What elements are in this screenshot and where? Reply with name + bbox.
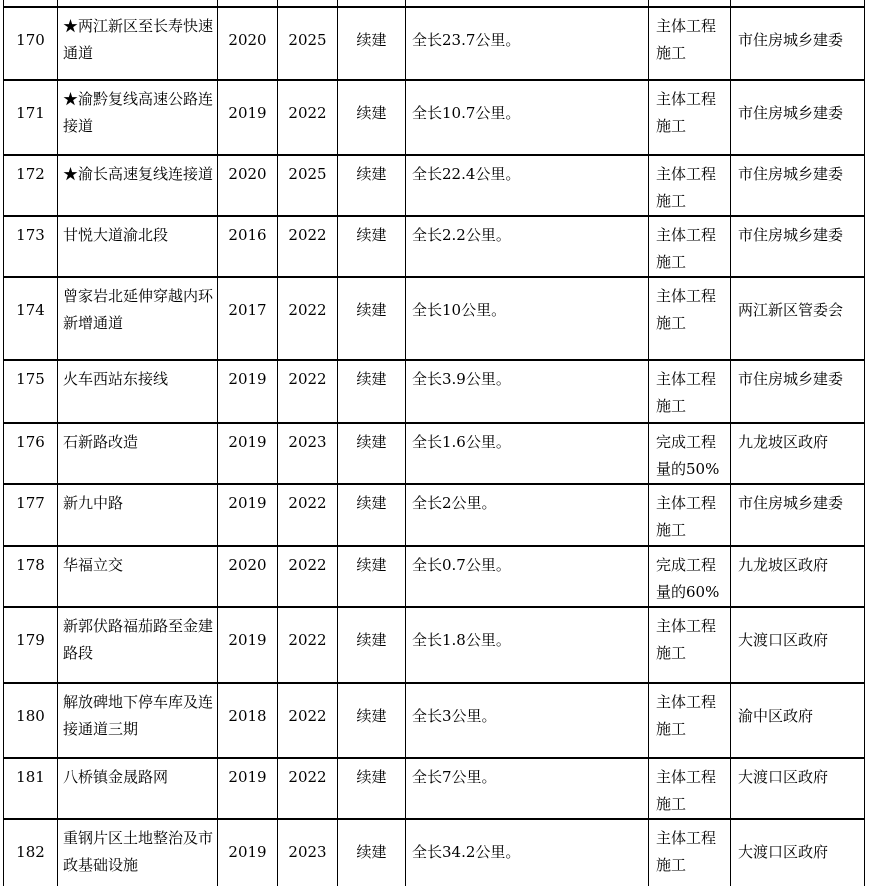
annual-target: 主体工程施工 xyxy=(656,90,717,135)
cell-project-scale xyxy=(406,484,649,546)
cell-project-name xyxy=(58,819,218,886)
build-status: 续建 xyxy=(356,433,387,451)
annual-target: 主体工程施工 xyxy=(656,494,717,539)
cell-annual-target xyxy=(649,423,731,484)
project-name: ★渝长高速复线连接道 xyxy=(63,165,214,183)
empty-cell xyxy=(406,0,649,7)
cell-build-status xyxy=(338,683,406,758)
cell-annual-target xyxy=(649,360,731,423)
cell-end-year xyxy=(278,7,338,80)
project-number: 178 xyxy=(16,556,45,574)
cell-start-year xyxy=(218,155,278,216)
build-status: 续建 xyxy=(356,300,387,319)
project-name: 重钢片区土地整治及市政基础设施 xyxy=(63,829,214,874)
cell-responsible-agency xyxy=(731,360,865,423)
empty-cell xyxy=(4,0,58,7)
project-scale: 全长3.9公里。 xyxy=(412,370,511,388)
cell-project-name xyxy=(58,607,218,683)
responsible-agency: 大渡口区政府 xyxy=(738,630,829,649)
annual-target: 主体工程施工 xyxy=(656,370,717,415)
project-number: 172 xyxy=(16,165,45,183)
cell-responsible-agency xyxy=(731,216,865,277)
annual-target: 主体工程施工 xyxy=(656,226,717,271)
cell-end-year xyxy=(278,758,338,819)
cell-project-name xyxy=(58,758,218,819)
responsible-agency: 市住房城乡建委 xyxy=(738,494,844,512)
cell-project-scale xyxy=(406,683,649,758)
build-status: 续建 xyxy=(356,630,387,649)
responsible-agency: 大渡口区政府 xyxy=(738,768,829,786)
project-table xyxy=(3,0,865,886)
cell-end-year xyxy=(278,155,338,216)
cell-end-year xyxy=(278,819,338,886)
cell-annual-target xyxy=(649,277,731,360)
cell-end-year xyxy=(278,683,338,758)
end-year: 2022 xyxy=(288,494,327,512)
end-year: 2025 xyxy=(288,165,327,183)
cell-end-year xyxy=(278,80,338,155)
project-scale: 全长2公里。 xyxy=(412,494,497,512)
table-row xyxy=(4,819,865,886)
cell-project-number xyxy=(4,216,58,277)
cell-annual-target xyxy=(649,80,731,155)
project-name: 华福立交 xyxy=(63,556,124,574)
project-name: 火车西站东接线 xyxy=(63,370,169,388)
cell-responsible-agency xyxy=(731,423,865,484)
annual-target: 完成工程量的50% xyxy=(656,433,720,478)
end-year: 2025 xyxy=(288,30,327,49)
project-number: 179 xyxy=(16,630,45,649)
project-number: 173 xyxy=(16,226,45,244)
build-status: 续建 xyxy=(356,103,387,122)
empty-cell xyxy=(338,0,406,7)
end-year: 2022 xyxy=(288,706,327,725)
project-scale: 全长34.2公里。 xyxy=(412,842,521,861)
end-year: 2022 xyxy=(288,226,327,244)
cell-annual-target xyxy=(649,683,731,758)
project-name: 石新路改造 xyxy=(63,433,139,451)
cell-project-scale xyxy=(406,7,649,80)
cell-end-year xyxy=(278,607,338,683)
cell-responsible-agency xyxy=(731,819,865,886)
cell-responsible-agency xyxy=(731,7,865,80)
cell-annual-target xyxy=(649,484,731,546)
cell-project-name xyxy=(58,360,218,423)
end-year: 2023 xyxy=(288,433,327,451)
cell-annual-target xyxy=(649,758,731,819)
cell-start-year xyxy=(218,819,278,886)
start-year: 2016 xyxy=(228,226,267,244)
build-status: 续建 xyxy=(356,30,387,49)
responsible-agency: 市住房城乡建委 xyxy=(738,370,844,388)
build-status: 续建 xyxy=(356,226,387,244)
cell-project-number xyxy=(4,7,58,80)
cell-build-status xyxy=(338,758,406,819)
cell-project-number xyxy=(4,546,58,607)
cell-project-name xyxy=(58,155,218,216)
project-number: 182 xyxy=(16,842,45,861)
cell-responsible-agency xyxy=(731,80,865,155)
annual-target: 主体工程施工 xyxy=(656,829,717,874)
cell-project-number xyxy=(4,758,58,819)
cell-start-year xyxy=(218,423,278,484)
start-year: 2019 xyxy=(228,433,267,451)
table-row xyxy=(4,277,865,360)
cell-build-status xyxy=(338,607,406,683)
project-name: 新郭伏路福茄路至金建路段 xyxy=(63,617,214,662)
responsible-agency: 市住房城乡建委 xyxy=(738,226,844,244)
annual-target: 完成工程量的60% xyxy=(656,556,720,601)
cell-project-number xyxy=(4,360,58,423)
build-status: 续建 xyxy=(356,842,387,861)
cell-project-number xyxy=(4,607,58,683)
table-row xyxy=(4,546,865,607)
cell-project-scale xyxy=(406,360,649,423)
table-row xyxy=(4,216,865,277)
cell-project-name xyxy=(58,546,218,607)
responsible-agency: 市住房城乡建委 xyxy=(738,165,844,183)
cell-build-status xyxy=(338,819,406,886)
cell-project-name xyxy=(58,80,218,155)
cell-build-status xyxy=(338,277,406,360)
project-number: 175 xyxy=(16,370,45,388)
start-year: 2019 xyxy=(228,494,267,512)
table-row xyxy=(4,360,865,423)
partial-row-top xyxy=(4,0,865,7)
cell-start-year xyxy=(218,360,278,423)
cell-build-status xyxy=(338,216,406,277)
cell-build-status xyxy=(338,155,406,216)
start-year: 2020 xyxy=(228,165,267,183)
project-number: 181 xyxy=(16,768,45,786)
annual-target: 主体工程施工 xyxy=(656,287,717,332)
cell-start-year xyxy=(218,7,278,80)
table-row xyxy=(4,80,865,155)
cell-end-year xyxy=(278,546,338,607)
cell-annual-target xyxy=(649,7,731,80)
cell-project-name xyxy=(58,7,218,80)
end-year: 2022 xyxy=(288,370,327,388)
cell-project-scale xyxy=(406,80,649,155)
cell-start-year xyxy=(218,277,278,360)
cell-end-year xyxy=(278,423,338,484)
project-name: ★渝黔复线高速公路连接道 xyxy=(63,90,214,135)
cell-responsible-agency xyxy=(731,683,865,758)
responsible-agency: 渝中区政府 xyxy=(738,706,814,725)
start-year: 2018 xyxy=(228,706,267,725)
responsible-agency: 两江新区管委会 xyxy=(738,300,844,319)
cell-start-year xyxy=(218,546,278,607)
cell-build-status xyxy=(338,423,406,484)
cell-annual-target xyxy=(649,155,731,216)
cell-project-name xyxy=(58,484,218,546)
table-row xyxy=(4,484,865,546)
cell-responsible-agency xyxy=(731,155,865,216)
cell-project-scale xyxy=(406,607,649,683)
project-name: 新九中路 xyxy=(63,494,124,512)
start-year: 2017 xyxy=(228,300,267,319)
start-year: 2019 xyxy=(228,768,267,786)
cell-project-scale xyxy=(406,216,649,277)
cell-project-name xyxy=(58,277,218,360)
responsible-agency: 九龙坡区政府 xyxy=(738,433,829,451)
cell-start-year xyxy=(218,607,278,683)
cell-end-year xyxy=(278,277,338,360)
project-scale: 全长23.7公里。 xyxy=(412,30,521,49)
project-name: ★两江新区至长寿快速通道 xyxy=(63,17,214,62)
table-row xyxy=(4,423,865,484)
project-scale: 全长3公里。 xyxy=(412,706,497,725)
table-row xyxy=(4,7,865,80)
table-row xyxy=(4,683,865,758)
table-row xyxy=(4,758,865,819)
end-year: 2022 xyxy=(288,556,327,574)
cell-build-status xyxy=(338,80,406,155)
project-number: 170 xyxy=(16,30,45,49)
cell-project-scale xyxy=(406,155,649,216)
annual-target: 主体工程施工 xyxy=(656,693,717,738)
annual-target: 主体工程施工 xyxy=(656,768,717,813)
cell-annual-target xyxy=(649,819,731,886)
cell-build-status xyxy=(338,546,406,607)
end-year: 2022 xyxy=(288,630,327,649)
project-number: 180 xyxy=(16,706,45,725)
project-number: 176 xyxy=(16,433,45,451)
cell-project-number xyxy=(4,423,58,484)
cell-responsible-agency xyxy=(731,758,865,819)
table-row xyxy=(4,607,865,683)
cell-project-number xyxy=(4,277,58,360)
cell-build-status xyxy=(338,360,406,423)
project-name: 八桥镇金晟路网 xyxy=(63,768,169,786)
cell-start-year xyxy=(218,216,278,277)
table-row xyxy=(4,155,865,216)
cell-annual-target xyxy=(649,607,731,683)
cell-start-year xyxy=(218,80,278,155)
end-year: 2022 xyxy=(288,300,327,319)
cell-build-status xyxy=(338,484,406,546)
start-year: 2019 xyxy=(228,842,267,861)
empty-cell xyxy=(218,0,278,7)
project-number: 171 xyxy=(16,103,45,122)
cell-build-status xyxy=(338,7,406,80)
cell-start-year xyxy=(218,758,278,819)
build-status: 续建 xyxy=(356,706,387,725)
annual-target: 主体工程施工 xyxy=(656,165,717,210)
responsible-agency: 市住房城乡建委 xyxy=(738,103,844,122)
project-name: 解放碑地下停车库及连接通道三期 xyxy=(63,693,214,738)
cell-project-number xyxy=(4,683,58,758)
start-year: 2020 xyxy=(228,30,267,49)
cell-end-year xyxy=(278,216,338,277)
responsible-agency: 九龙坡区政府 xyxy=(738,556,829,574)
cell-end-year xyxy=(278,360,338,423)
cell-project-name xyxy=(58,423,218,484)
build-status: 续建 xyxy=(356,370,387,388)
project-scale: 全长10.7公里。 xyxy=(412,103,521,122)
cell-project-number xyxy=(4,155,58,216)
project-number: 177 xyxy=(16,494,45,512)
project-number: 174 xyxy=(16,300,45,319)
cell-project-number xyxy=(4,484,58,546)
start-year: 2019 xyxy=(228,103,267,122)
cell-project-scale xyxy=(406,277,649,360)
cell-responsible-agency xyxy=(731,484,865,546)
cell-annual-target xyxy=(649,216,731,277)
cell-responsible-agency xyxy=(731,607,865,683)
cell-project-number xyxy=(4,80,58,155)
start-year: 2020 xyxy=(228,556,267,574)
empty-cell xyxy=(731,0,865,7)
cell-end-year xyxy=(278,484,338,546)
annual-target: 主体工程施工 xyxy=(656,17,717,62)
cell-responsible-agency xyxy=(731,546,865,607)
start-year: 2019 xyxy=(228,370,267,388)
build-status: 续建 xyxy=(356,494,387,512)
cell-project-number xyxy=(4,819,58,886)
responsible-agency: 市住房城乡建委 xyxy=(738,30,844,49)
end-year: 2023 xyxy=(288,842,327,861)
project-scale: 全长1.8公里。 xyxy=(412,630,511,649)
project-scale: 全长1.6公里。 xyxy=(412,433,511,451)
cell-responsible-agency xyxy=(731,277,865,360)
cell-project-name xyxy=(58,216,218,277)
build-status: 续建 xyxy=(356,556,387,574)
project-scale: 全长7公里。 xyxy=(412,768,497,786)
annual-target: 主体工程施工 xyxy=(656,617,717,662)
cell-annual-target xyxy=(649,546,731,607)
cell-project-name xyxy=(58,683,218,758)
build-status: 续建 xyxy=(356,768,387,786)
project-scale: 全长10公里。 xyxy=(412,300,507,319)
build-status: 续建 xyxy=(356,165,387,183)
cell-project-scale xyxy=(406,758,649,819)
cell-start-year xyxy=(218,683,278,758)
cell-project-scale xyxy=(406,423,649,484)
end-year: 2022 xyxy=(288,768,327,786)
cell-start-year xyxy=(218,484,278,546)
empty-cell xyxy=(649,0,731,7)
empty-cell xyxy=(278,0,338,7)
project-scale: 全长0.7公里。 xyxy=(412,556,511,574)
project-scale: 全长22.4公里。 xyxy=(412,165,521,183)
project-name: 曾家岩北延伸穿越内环新增通道 xyxy=(63,287,214,332)
responsible-agency: 大渡口区政府 xyxy=(738,842,829,861)
project-scale: 全长2.2公里。 xyxy=(412,226,511,244)
project-name: 甘悦大道渝北段 xyxy=(63,226,169,244)
cell-project-scale xyxy=(406,819,649,886)
end-year: 2022 xyxy=(288,103,327,122)
empty-cell xyxy=(58,0,218,7)
start-year: 2019 xyxy=(228,630,267,649)
cell-project-scale xyxy=(406,546,649,607)
